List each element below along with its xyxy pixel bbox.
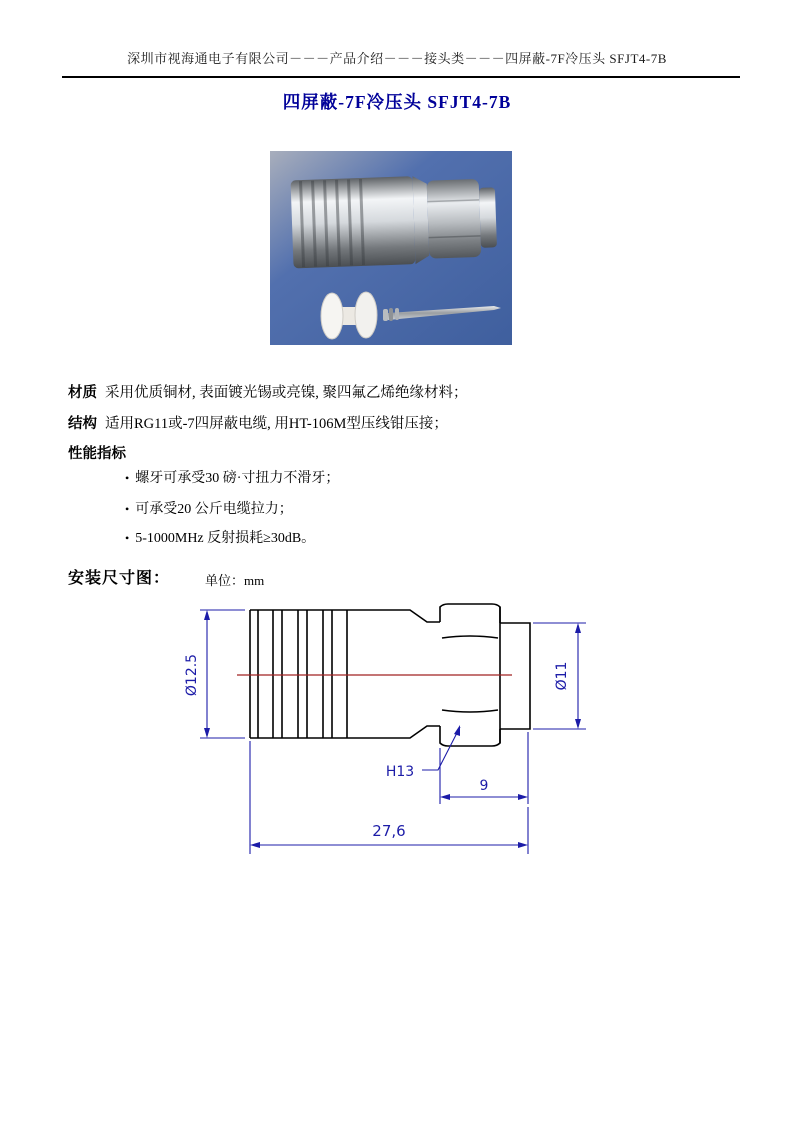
connector-photo-graphic	[270, 151, 512, 345]
structure-text: 适用RG11或-7四屏蔽电缆, 用HT-106M型压线钳压接；	[105, 416, 448, 432]
bullet-icon: •	[125, 502, 130, 516]
dim-nut-length: 9	[479, 778, 489, 794]
page-header-text: 深圳市视海通电子有限公司－－－产品介绍－－－接头类－－－四屏蔽-7F冷压头 SFJT4-7B	[127, 51, 667, 66]
perf-bullet-3-text: 5-1000MHz 反射损耗≥30dB。	[135, 531, 316, 546]
bullet-icon: •	[125, 531, 130, 545]
dimension-labels	[184, 654, 570, 840]
dim-left-diameter: Ø12.5	[184, 653, 200, 697]
perf-bullet-3	[125, 527, 315, 547]
unit-label: 单位：mm	[205, 573, 265, 588]
structure-line	[68, 412, 448, 433]
bullet-icon: •	[125, 471, 130, 485]
page-title: 四屏蔽-7F冷压头 SFJT4-7B	[282, 92, 512, 112]
dim-total-length: 27,6	[372, 822, 406, 840]
dimension-drawing	[150, 592, 625, 882]
dim-hex-size: H13	[385, 764, 415, 780]
perf-bullet-2-text: 可承受20 公斤电缆拉力；	[135, 502, 293, 517]
perf-bullet-1	[125, 467, 339, 487]
material-text: 采用优质铜材, 表面镀光锡或亮镍, 聚四氟乙烯绝缘材料；	[105, 385, 468, 401]
performance-heading: 性能指标	[68, 446, 126, 462]
structure-label: 结构	[68, 416, 97, 432]
dimension-section-heading: 安装尺寸图：	[68, 570, 171, 587]
dimension-drawing-svg	[150, 592, 625, 882]
material-label: 材质	[68, 385, 97, 401]
dim-right-diameter: Ø11	[554, 661, 570, 691]
material-line	[68, 381, 468, 402]
connector-body	[291, 173, 498, 268]
header-divider	[62, 76, 740, 78]
perf-bullet-2	[125, 498, 293, 518]
perf-bullet-1-text: 螺牙可承受30 磅·寸扭力不滑牙；	[135, 471, 340, 486]
product-photo	[270, 151, 512, 345]
